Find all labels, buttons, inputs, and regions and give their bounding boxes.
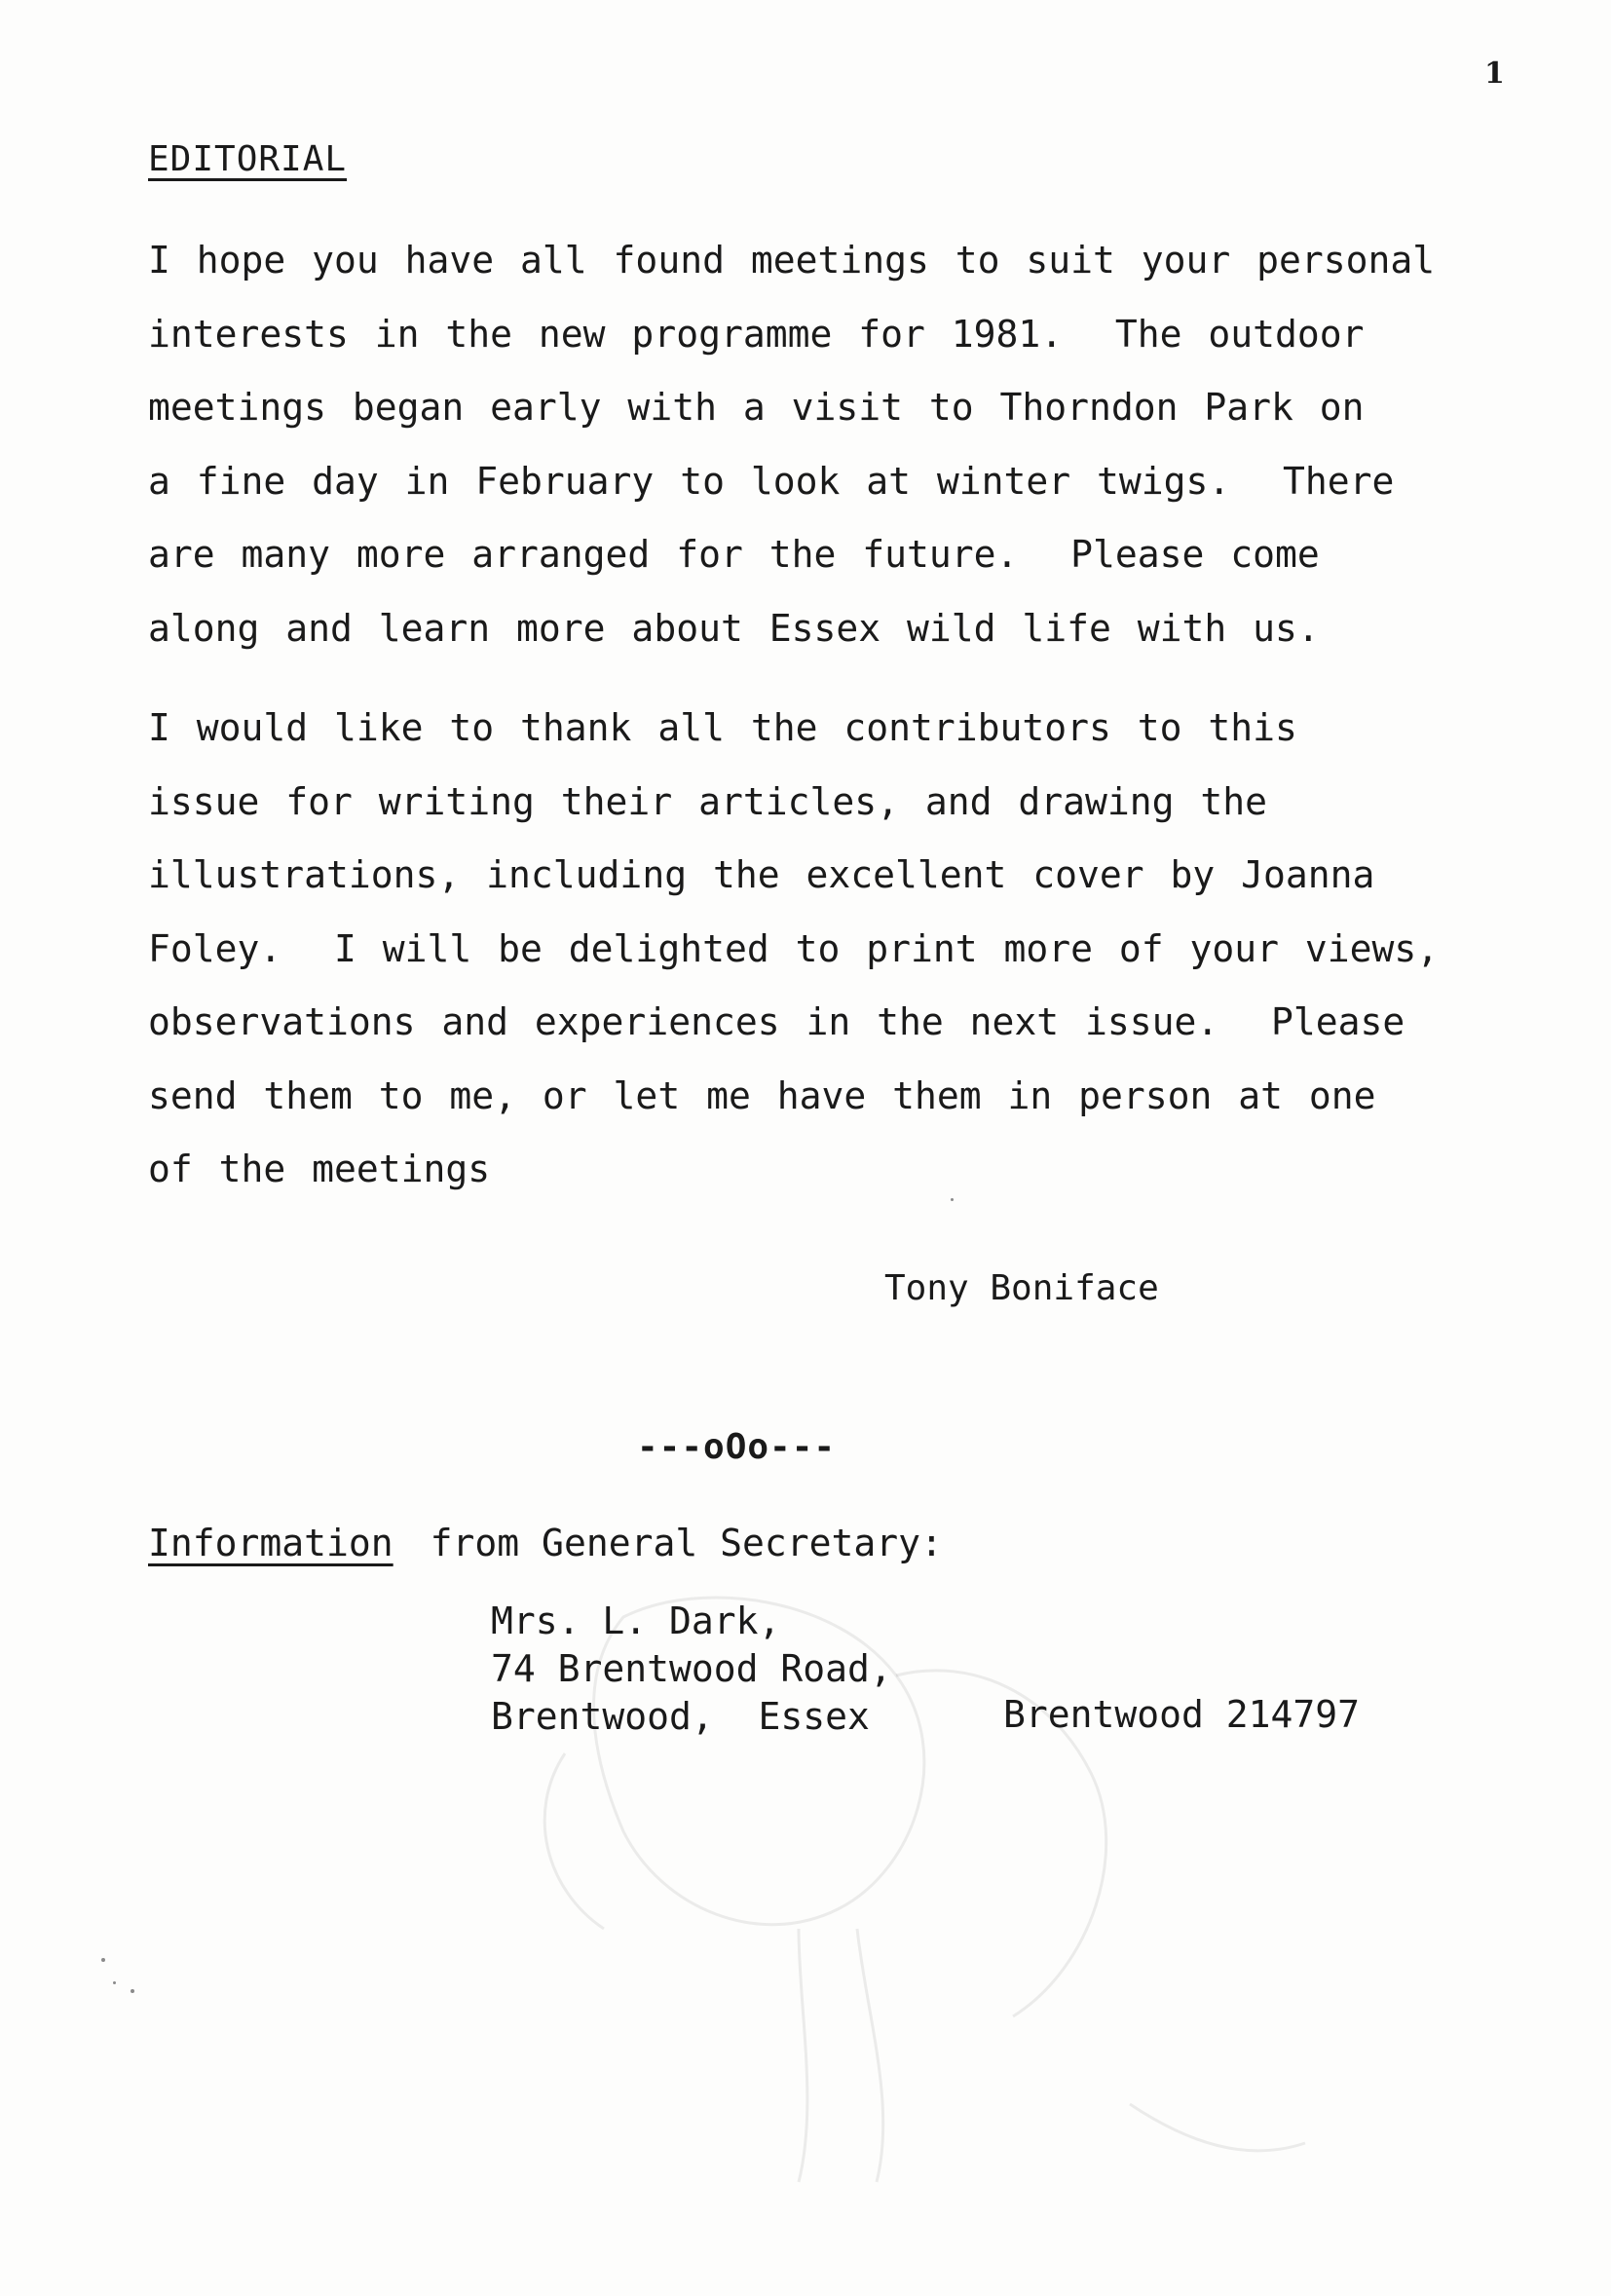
information-heading [148,1522,943,1564]
ink-speck [131,1989,134,1993]
paragraph-line: illustrations, including the excellent cover by Joanna [148,853,1375,896]
paragraph-line: are many more arranged for the future. Please come [148,533,1320,576]
paragraph-line: I would like to thank all the contributors to this [148,706,1297,749]
address-line: 74 Brentwood Road, [491,1647,892,1690]
paragraph-line: send them to me, or let me have them in person at one [148,1073,1376,1117]
ink-speck [101,1958,105,1962]
paragraph-line: along and learn more about Essex wild life with us. [148,606,1320,650]
section-divider: ---oOo--- [637,1427,837,1467]
ink-speck [113,1981,116,1984]
information-text: from General Secretary: [430,1522,943,1564]
paragraph-line: interests in the new programme for 1981. The outdoor [148,312,1365,356]
paragraph-line: of the meetings [148,1148,491,1190]
paragraph-line: observations and experiences in the next issue. Please [148,1000,1405,1043]
address-line: Mrs. L. Dark, [491,1600,781,1642]
ink-speck [951,1198,954,1201]
paragraph-line: issue for writing their articles, and drawing the [148,779,1268,823]
editorial-signature: Tony Boniface [884,1268,1159,1308]
paragraph-line: I hope you have all found meetings to suit your personal [148,239,1436,282]
secretary-address [491,1598,892,1741]
editorial-paragraph-2 [148,692,1439,1207]
page-number: 1 [1484,56,1505,91]
editorial-heading: EDITORIAL [148,139,348,179]
editorial-paragraph-1 [148,224,1435,665]
address-line: Brentwood, Essex [491,1695,870,1738]
paragraph-line: a fine day in February to look at winter twigs. There [148,459,1395,503]
information-label: Information [148,1522,393,1564]
secretary-phone: Brentwood 214797 [1003,1693,1361,1736]
paragraph-line: meetings began early with a visit to Thorndon Park on [148,386,1365,429]
paragraph-line: Foley. I will be delighted to print more of your views, [148,926,1440,970]
